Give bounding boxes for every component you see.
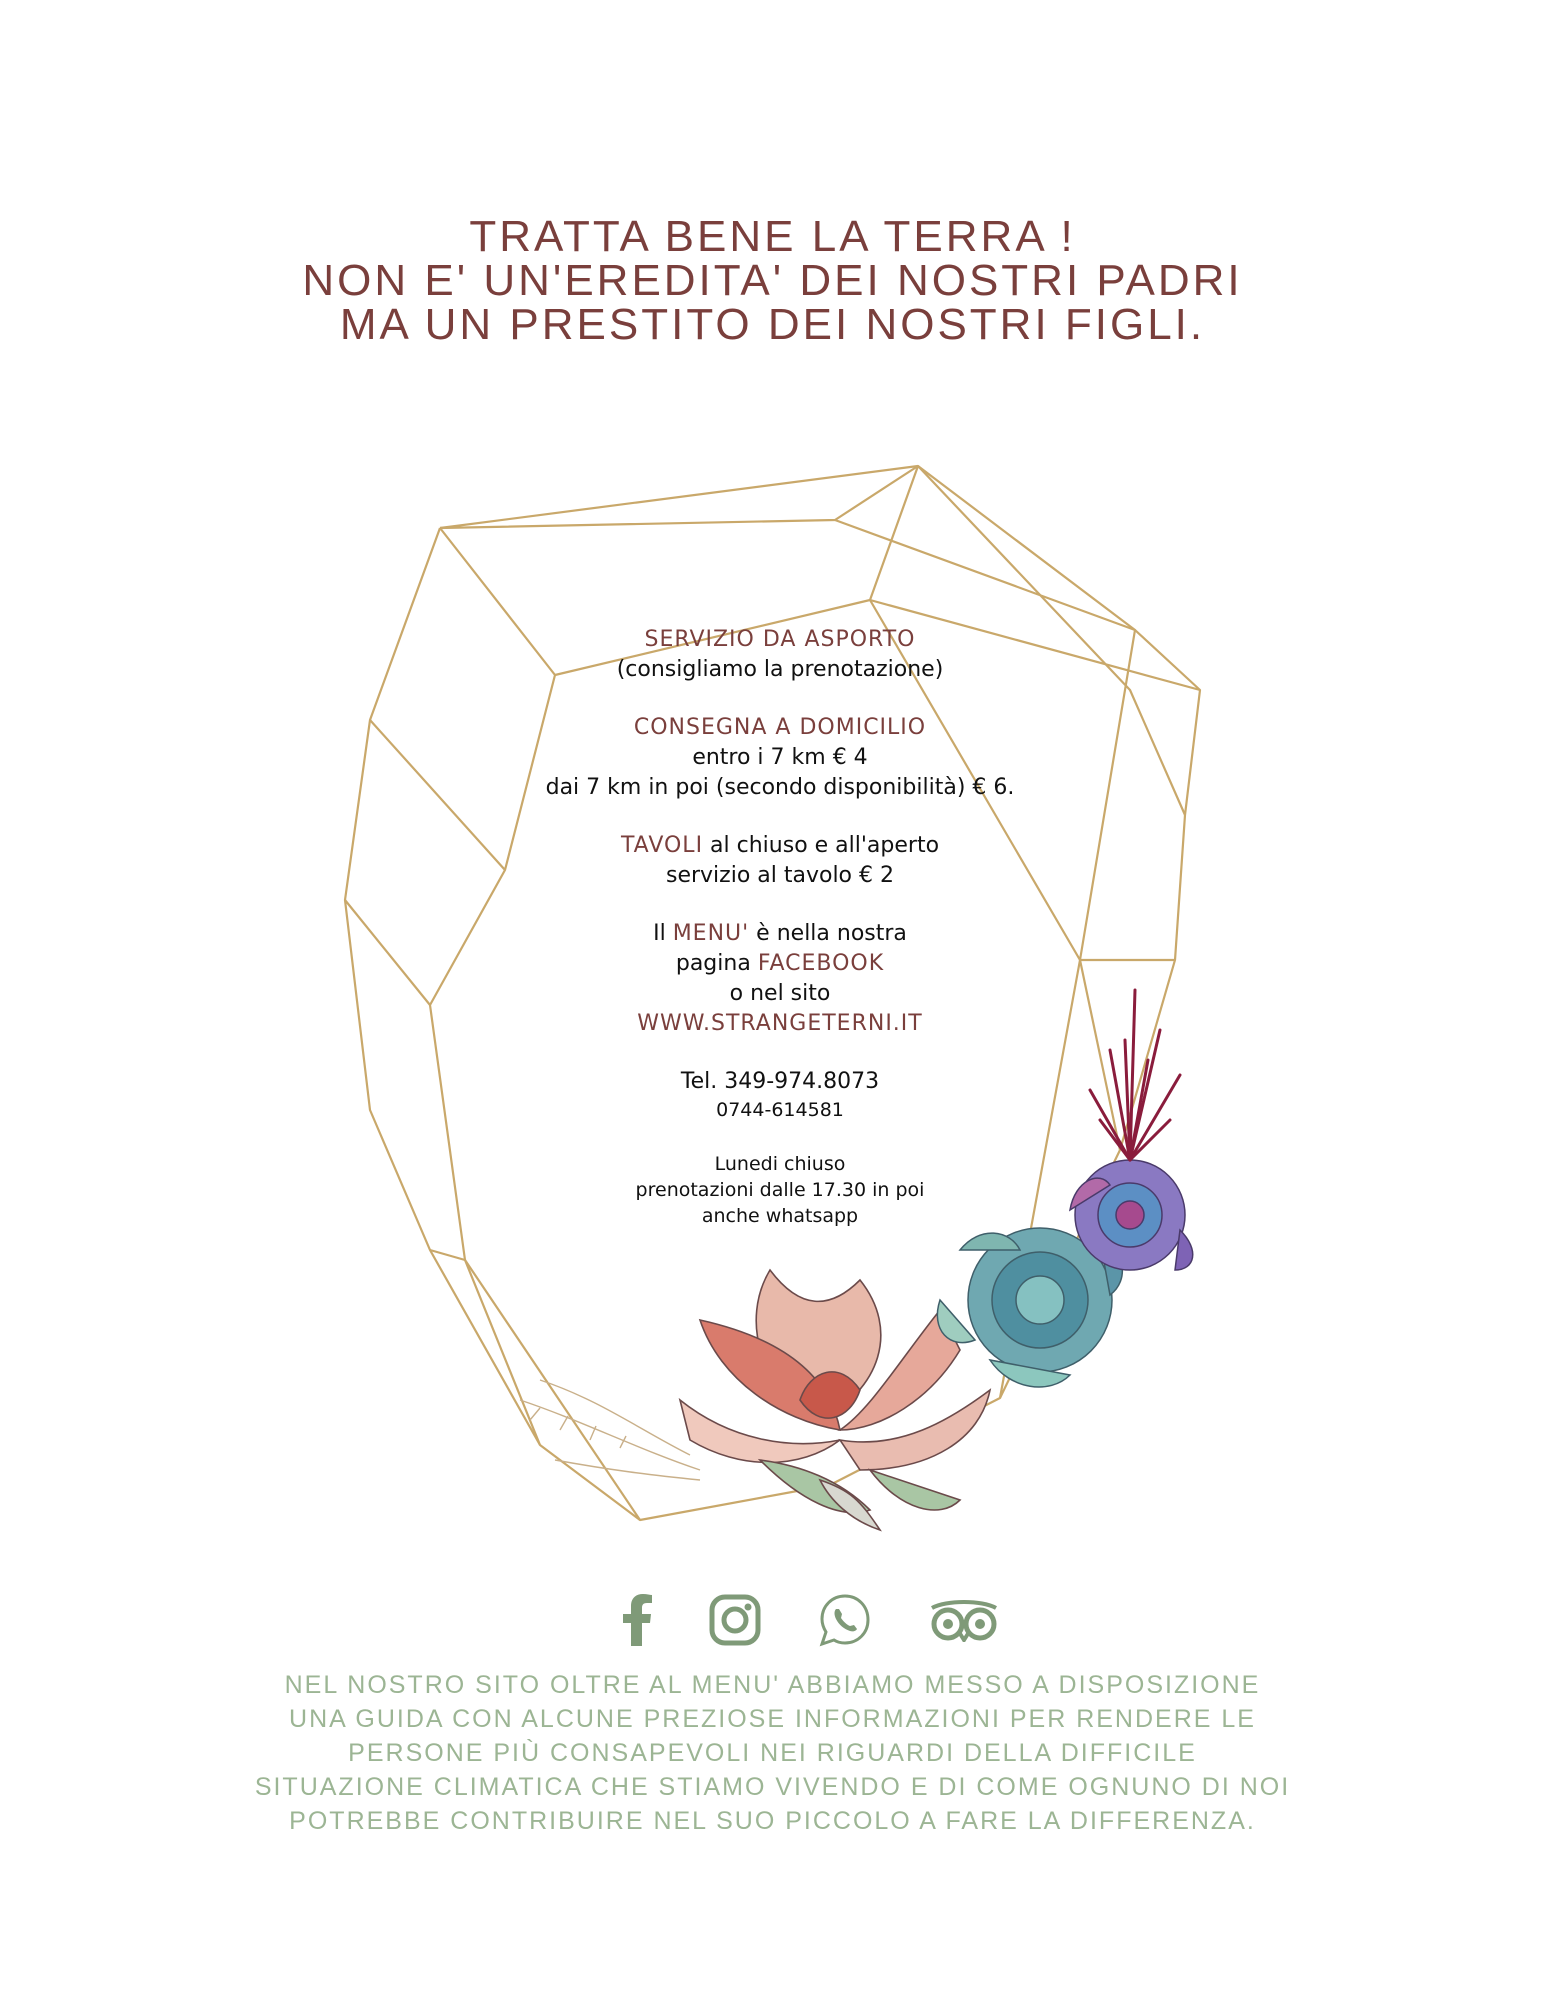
facebook-icon[interactable] xyxy=(620,1594,654,1646)
facebook-word: FACEBOOK xyxy=(757,951,885,976)
site-line: o nel sito xyxy=(729,981,831,1006)
footer-line-4: SITUAZIONE CLIMATICA CHE STIAMO VIVENDO E DI COME OGNUNO DI NOI xyxy=(254,1773,1291,1801)
phone-2: 0744-614581 xyxy=(716,1099,844,1121)
whatsapp-icon[interactable] xyxy=(817,1592,873,1648)
footer-text xyxy=(140,1668,1405,1838)
tables-rest: al chiuso e all'aperto xyxy=(703,833,940,858)
info-block xyxy=(430,625,1130,1229)
footer-line-5: POTREBBE CONTRIBUIRE NEL SUO PICCOLO A FARE LA DIFFERENZA. xyxy=(289,1807,1256,1835)
footer-line-3: PERSONE PIÙ CONSAPEVOLI NEI RIGUARDI DELLA DIFFICILE xyxy=(348,1739,1197,1767)
footer-line-1: NEL NOSTRO SITO OLTRE AL MENU' ABBIAMO MESSO A DISPOSIZIONE xyxy=(284,1671,1261,1699)
booking-hours: prenotazioni dalle 17.30 in poi xyxy=(635,1179,925,1201)
delivery-line-1: entro i 7 km € 4 xyxy=(692,745,868,770)
tables-word: TAVOLI xyxy=(620,833,704,858)
takeaway-note: (consigliamo la prenotazione) xyxy=(616,657,944,682)
tripadvisor-icon[interactable] xyxy=(928,1598,1000,1642)
website-link[interactable]: WWW.STRANGETERNI.IT xyxy=(637,1011,923,1036)
menu-line xyxy=(430,919,1130,949)
instagram-icon[interactable] xyxy=(709,1594,761,1646)
facebook-line xyxy=(430,949,1130,979)
delivery-title: CONSEGNA A DOMICILIO xyxy=(633,715,927,740)
tables-service: servizio al tavolo € 2 xyxy=(665,863,894,888)
headline-line-2: NON E' UN'EREDITA' DEI NOSTRI PADRI xyxy=(302,256,1243,305)
menu-post: è nella nostra xyxy=(749,921,907,946)
phone-1: Tel. 349-974.8073 xyxy=(680,1069,880,1094)
headline-line-1: TRATTA BENE LA TERRA ! xyxy=(469,212,1076,261)
social-icons xyxy=(620,1588,1000,1652)
footer-line-2: UNA GUIDA CON ALCUNE PREZIOSE INFORMAZIONI PER RENDERE LE xyxy=(289,1705,1256,1733)
closed-day: Lunedi chiuso xyxy=(714,1153,846,1175)
facebook-pre: pagina xyxy=(675,951,758,976)
headline-line-3: MA UN PRESTITO DEI NOSTRI FIGLI. xyxy=(339,300,1206,349)
menu-pre: Il xyxy=(653,921,673,946)
takeaway-title: SERVIZIO DA ASPORTO xyxy=(644,627,916,652)
menu-word: MENU' xyxy=(672,921,750,946)
tables-line xyxy=(430,831,1130,861)
delivery-line-2: dai 7 km in poi (secondo disponibilità) € 6. xyxy=(545,775,1015,800)
whatsapp-note: anche whatsapp xyxy=(701,1205,859,1227)
